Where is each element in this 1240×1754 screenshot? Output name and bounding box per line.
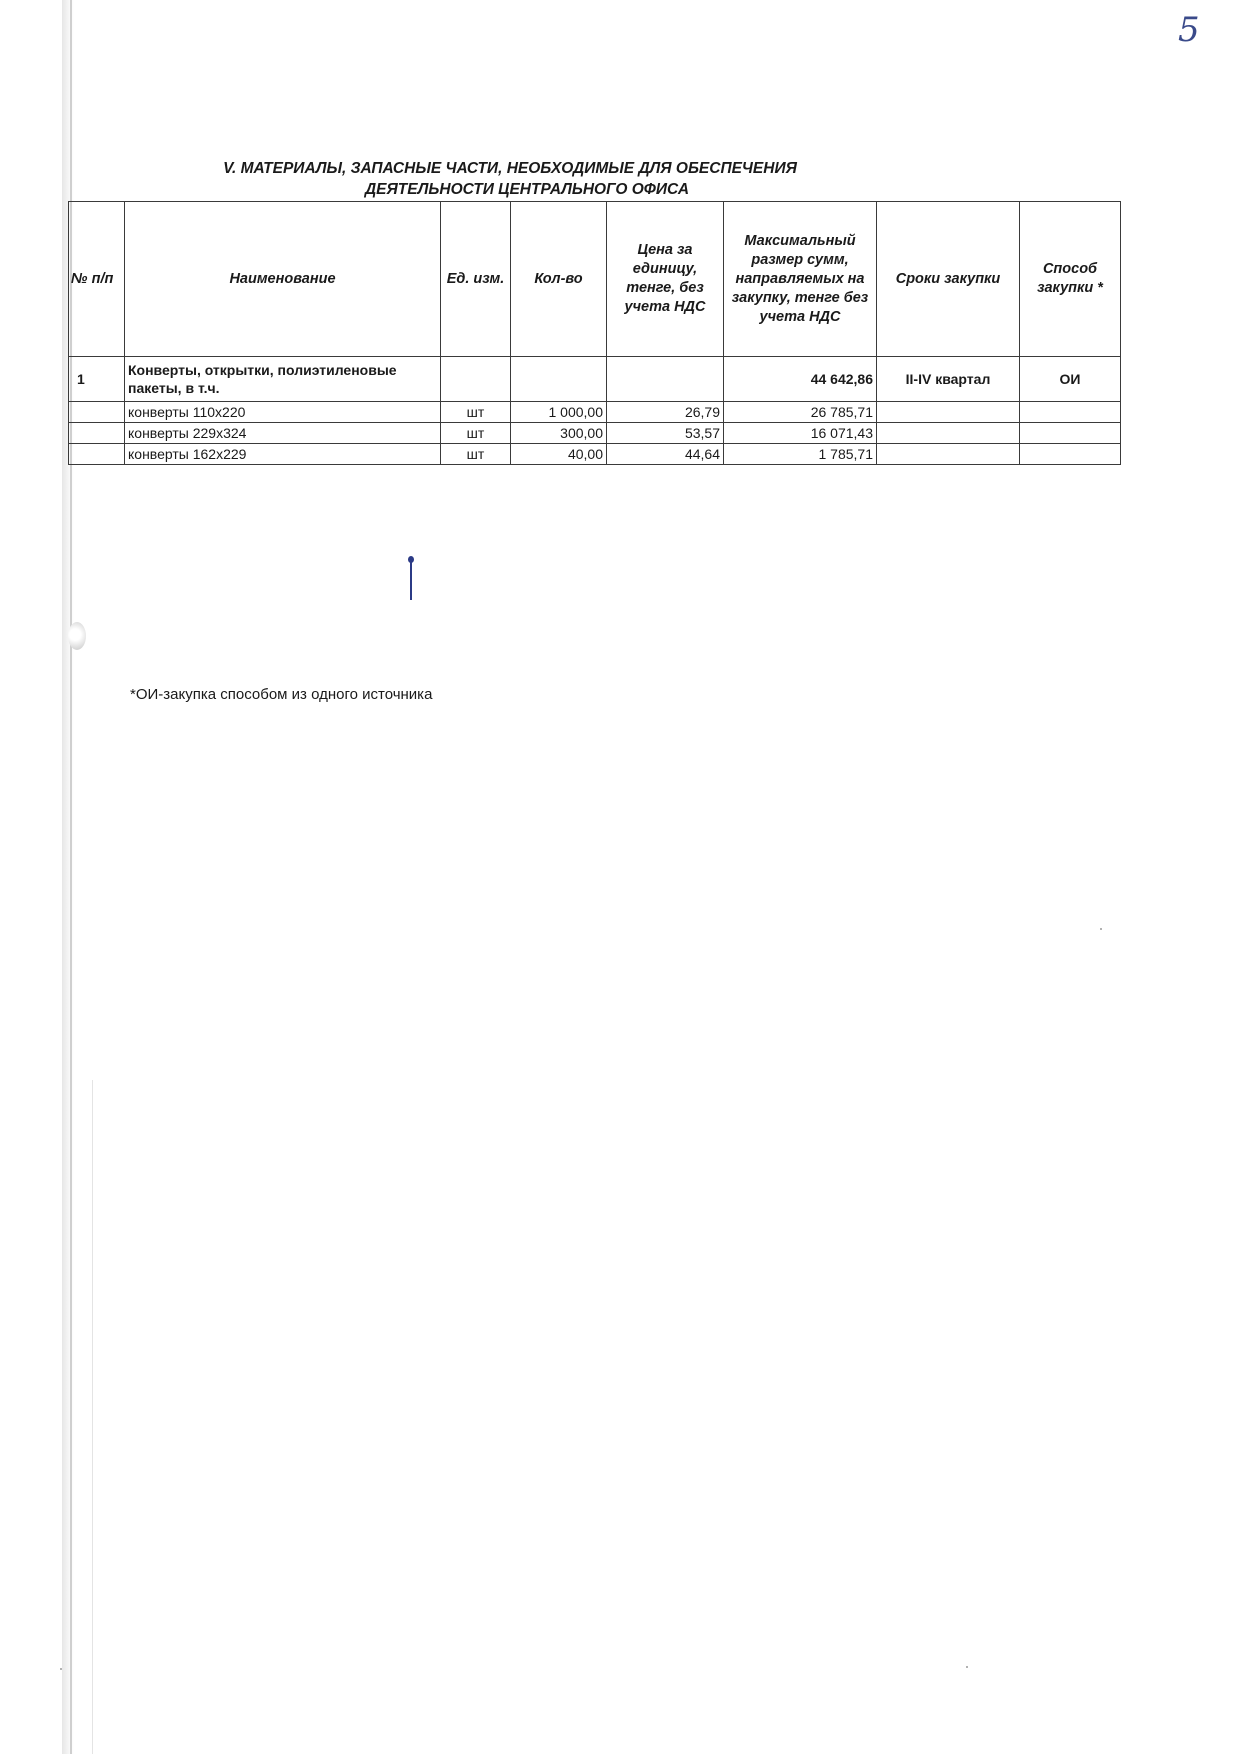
header-qty: Кол-во — [511, 202, 607, 357]
cell-method — [1020, 402, 1121, 423]
header-max-sum: Максимальный размер сумм, направляемых на закупку, тенге без учета НДС — [724, 202, 877, 357]
section-title-line-2: ДЕЯТЕЛЬНОСТИ ЦЕНТРАЛЬНОГО ОФИСА — [364, 181, 690, 198]
cell-method — [1020, 444, 1121, 465]
cell-num: 1 — [69, 357, 125, 402]
cell-unit: шт — [441, 444, 511, 465]
table-row — [69, 423, 1121, 444]
header-unit: Ед. изм. — [441, 202, 511, 357]
cell-terms — [877, 444, 1020, 465]
cell-num — [69, 423, 125, 444]
cell-name: конверты 229х324 — [125, 423, 441, 444]
cell-name: конверты 162х229 — [125, 444, 441, 465]
cell-price: 53,57 — [607, 423, 724, 444]
cell-num — [69, 444, 125, 465]
header-method: Способ закупки * — [1020, 202, 1121, 357]
table-row — [69, 402, 1121, 423]
cell-unit: шт — [441, 402, 511, 423]
cell-max-sum: 44 642,86 — [724, 357, 877, 402]
handwritten-page-number: 5 — [1178, 10, 1200, 50]
table-header-row — [69, 202, 1121, 357]
pen-mark — [410, 558, 412, 600]
cell-unit: шт — [441, 423, 511, 444]
cell-name: конверты 110х220 — [125, 402, 441, 423]
binding-edge-line-secondary — [92, 1080, 93, 1754]
cell-max-sum: 1 785,71 — [724, 444, 877, 465]
punch-hole — [68, 622, 86, 650]
cell-price: 26,79 — [607, 402, 724, 423]
scan-speck — [60, 1668, 62, 1670]
cell-qty: 300,00 — [511, 423, 607, 444]
cell-name: Конверты, открытки, полиэтиленовые пакеты, в т.ч. — [125, 357, 441, 402]
cell-qty — [511, 357, 607, 402]
cell-max-sum: 26 785,71 — [724, 402, 877, 423]
cell-terms — [877, 423, 1020, 444]
cell-price — [607, 357, 724, 402]
table-row-main — [69, 357, 1121, 402]
cell-price: 44,64 — [607, 444, 724, 465]
header-num: № п/п — [69, 202, 125, 357]
procurement-table — [68, 201, 1121, 465]
cell-terms: II-IV квартал — [877, 357, 1020, 402]
cell-unit — [441, 357, 511, 402]
header-price: Цена за единицу, тенге, без учета НДС — [607, 202, 724, 357]
footnote: *ОИ-закупка способом из одного источника — [130, 686, 433, 703]
section-title — [140, 158, 880, 200]
header-terms: Сроки закупки — [877, 202, 1020, 357]
header-name: Наименование — [125, 202, 441, 357]
cell-num — [69, 402, 125, 423]
scan-speck — [1100, 928, 1102, 930]
cell-qty: 1 000,00 — [511, 402, 607, 423]
cell-method: ОИ — [1020, 357, 1121, 402]
cell-qty: 40,00 — [511, 444, 607, 465]
cell-max-sum: 16 071,43 — [724, 423, 877, 444]
cell-terms — [877, 402, 1020, 423]
section-title-line-1: V. МАТЕРИАЛЫ, ЗАПАСНЫЕ ЧАСТИ, НЕОБХОДИМЫЕ ДЛЯ ОБЕСПЕЧЕНИЯ — [223, 160, 797, 177]
scan-speck — [966, 1666, 968, 1668]
cell-method — [1020, 423, 1121, 444]
table-row — [69, 444, 1121, 465]
